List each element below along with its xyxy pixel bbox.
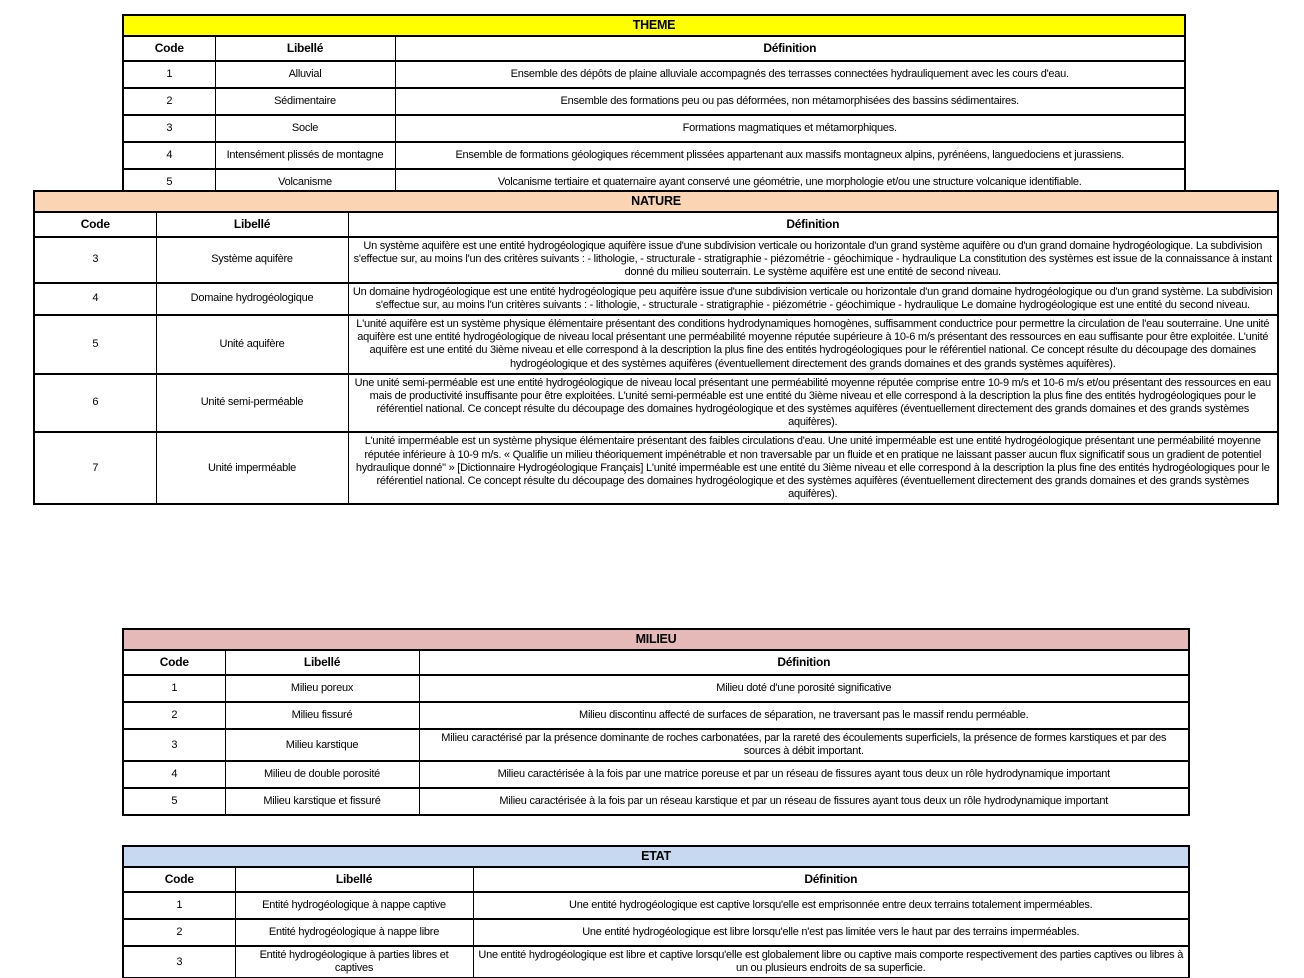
theme-table-container [122, 14, 1186, 197]
table-row [123, 61, 1185, 88]
code-cell: 3 [123, 115, 215, 142]
definition-cell: Un système aquifère est une entité hydrogéologique aquifère issue d'une subdivision verticale ou horizontale d'un grand système aquifère ou d'un grand domaine hydrogéologique. La subdivision s'effectue sur, au moins l'un des critères suivants : - lithologie, - structurale - stratigraphie - piézométrie - géochimique - hydraulique La constitution des systèmes est issue de la connaissance à instant donné du milieu souterrain. Le système aquifère est une entité de second niveau. [348, 237, 1278, 283]
table-row [123, 761, 1189, 788]
milieu-table-container [122, 628, 1190, 816]
etat-table-container [122, 845, 1190, 978]
libelle-cell: Entité hydrogéologique à nappe libre [235, 919, 473, 946]
libelle-cell: Unité aquifère [156, 315, 348, 374]
code-cell: 3 [123, 729, 225, 761]
theme-column-header-2: Définition [395, 36, 1185, 61]
table-row [34, 283, 1278, 315]
definition-cell: Milieu caractérisée à la fois par un réseau karstique et par un réseau de fissures ayant tous deux un rôle hydrodynamique important [419, 788, 1189, 815]
libelle-cell: Sédimentaire [215, 88, 395, 115]
theme-column-header-1: Libellé [215, 36, 395, 61]
theme-table-title: THEME [123, 15, 1185, 36]
libelle-cell: Alluvial [215, 61, 395, 88]
definition-cell: Milieu caractérisée à la fois par une matrice poreuse et par un réseau de fissures ayant tous deux un rôle hydrodynamique important [419, 761, 1189, 788]
code-cell: 5 [123, 169, 215, 196]
theme-table [122, 14, 1186, 197]
table-row [123, 946, 1189, 978]
table-row [123, 919, 1189, 946]
etat-column-header-1: Libellé [235, 867, 473, 892]
code-cell: 2 [123, 702, 225, 729]
code-cell: 4 [34, 283, 156, 315]
libelle-cell: Entité hydrogéologique à parties libres et captives [235, 946, 473, 978]
nature-table [33, 190, 1279, 505]
milieu-table-title: MILIEU [123, 629, 1189, 650]
table-row [34, 315, 1278, 374]
table-row [123, 892, 1189, 919]
code-cell: 7 [34, 432, 156, 504]
libelle-cell: Milieu karstique [225, 729, 419, 761]
libelle-cell: Unité imperméable [156, 432, 348, 504]
code-cell: 5 [123, 788, 225, 815]
definition-cell: Milieu doté d'une porosité significative [419, 675, 1189, 702]
code-cell: 5 [34, 315, 156, 374]
code-cell: 3 [123, 946, 235, 978]
milieu-table [122, 628, 1190, 816]
code-cell: 1 [123, 892, 235, 919]
definition-cell: Milieu discontinu affecté de surfaces de séparation, ne traversant pas le massif rendu perméable. [419, 702, 1189, 729]
nature-column-header-0: Code [34, 212, 156, 237]
libelle-cell: Entité hydrogéologique à nappe captive [235, 892, 473, 919]
libelle-cell: Milieu fissuré [225, 702, 419, 729]
libelle-cell: Unité semi-perméable [156, 374, 348, 433]
definition-cell: Ensemble des dépôts de plaine alluviale accompagnés des terrasses connectées hydrauliquement avec les cours d'eau. [395, 61, 1185, 88]
libelle-cell: Socle [215, 115, 395, 142]
code-cell: 6 [34, 374, 156, 433]
table-row [34, 237, 1278, 283]
libelle-cell: Milieu karstique et fissuré [225, 788, 419, 815]
definition-cell: Une unité semi-perméable est une entité hydrogéologique de niveau local présentant une perméabilité moyenne réputée comprise entre 10-9 m/s et 10-6 m/s et/ou présentant des ressources en eau mais de productivité insuffisante pour être exploitées. L'unité semi-perméable est une entité du 3ième niveau et elle correspond à la description la plus fine des entités hydrogéologiques pour le référentiel national. Ce concept résulte du découpage des domaines hydrogéologique et des systèmes aquifères (éventuellement directement des grands domaines et des grands systèmes aquifères). [348, 374, 1278, 433]
nature-table-container [33, 190, 1279, 505]
definition-cell: Volcanisme tertiaire et quaternaire ayant conservé une géométrie, une morphologie et/ou une structure volcanique identifiable. [395, 169, 1185, 196]
definition-cell: Une entité hydrogéologique est captive lorsqu'elle est emprisonnée entre deux terrains totalement imperméables. [473, 892, 1189, 919]
code-cell: 4 [123, 761, 225, 788]
definition-cell: Un domaine hydrogéologique est une entité hydrogéologique peu aquifère issue d'une subdivision verticale ou horizontale d'un grand domaine hydrogéologique ou d'un grand système. La subdivision s'effectue sur, au moins l'un critères suivants : - lithologie, - structurale - stratigraphie - piézométrie - géochimique - hydraulique Le domaine hydrogéologique est une entité du second niveau. [348, 283, 1278, 315]
libelle-cell: Intensément plissés de montagne [215, 142, 395, 169]
code-cell: 2 [123, 88, 215, 115]
definition-cell: Ensemble des formations peu ou pas déformées, non métamorphisées des bassins sédimentaires. [395, 88, 1185, 115]
definition-cell: Ensemble de formations géologiques récemment plissées appartenant aux massifs montagneux alpins, pyrénéens, languedociens et jurassiens. [395, 142, 1185, 169]
milieu-column-header-1: Libellé [225, 650, 419, 675]
table-row [123, 788, 1189, 815]
libelle-cell: Domaine hydrogéologique [156, 283, 348, 315]
definition-cell: Une entité hydrogéologique est libre et captive lorsqu'elle est globalement libre ou captive mais comporte respectivement des parties captives ou libres à un ou plusieurs endroits de sa superficie. [473, 946, 1189, 978]
theme-column-header-0: Code [123, 36, 215, 61]
nature-column-header-1: Libellé [156, 212, 348, 237]
libelle-cell: Milieu poreux [225, 675, 419, 702]
libelle-cell: Système aquifère [156, 237, 348, 283]
libelle-cell: Volcanisme [215, 169, 395, 196]
nature-table-title: NATURE [34, 191, 1278, 212]
table-row [34, 432, 1278, 504]
table-row [123, 88, 1185, 115]
code-cell: 3 [34, 237, 156, 283]
etat-table-title: ETAT [123, 846, 1189, 867]
definition-cell: Milieu caractérisé par la présence dominante de roches carbonatées, par la rareté des écoulements superficiels, la présence de formes karstiques et par des sources à débit important. [419, 729, 1189, 761]
milieu-column-header-0: Code [123, 650, 225, 675]
milieu-column-header-2: Définition [419, 650, 1189, 675]
table-row [123, 115, 1185, 142]
code-cell: 1 [123, 61, 215, 88]
table-row [123, 675, 1189, 702]
table-row [34, 374, 1278, 433]
code-cell: 4 [123, 142, 215, 169]
definition-cell: L'unité aquifère est un système physique élémentaire présentant des conditions hydrodynamiques homogènes, suffisamment conductrice pour permettre la circulation de l'eau souterraine. Une unité aquifère est une entité hydrogéologique de niveau local présentant une perméabilité moyenne réputée supérieure à 10-6 m/s présentant des ressources en eau suffisante pour être exploitée. L'unité aquifère est une entité du 3ième niveau et elle correspond à la description la plus fine des entités hydrogéologiques pour le référentiel national. Ce concept résulte du découpage des domaines hydrogéologique et des systèmes aquifères (éventuellement directement des grands domaines et des grands systèmes aquifères). [348, 315, 1278, 374]
table-row [123, 142, 1185, 169]
code-cell: 1 [123, 675, 225, 702]
code-cell: 2 [123, 919, 235, 946]
definition-cell: Formations magmatiques et métamorphiques. [395, 115, 1185, 142]
etat-column-header-0: Code [123, 867, 235, 892]
libelle-cell: Milieu de double porosité [225, 761, 419, 788]
definition-cell: L'unité imperméable est un système physique élémentaire présentant des faibles circulations d'eau. Une unité imperméable est une entité hydrogéologique présentant une perméabilité moyenne réputée inférieure à 10-9 m/s. « Qualifie un milieu théoriquement impénétrable et non traversable par un fluide et en pratique ne laissant passer aucun flux significatif sous un gradient de potentiel hydraulique donné" » [Dictionnaire Hydrogéologique Français] L'unité imperméable est une entité du 3ième niveau et elle correspond à la description la plus fine des entités hydrogéologiques pour le référentiel national. Ce concept résulte du découpage des domaines hydrogéologique et des systèmes aquifères (éventuellement directement des grands domaines et des grands systèmes aquifères). [348, 432, 1278, 504]
nature-column-header-2: Définition [348, 212, 1278, 237]
table-row [123, 702, 1189, 729]
etat-column-header-2: Définition [473, 867, 1189, 892]
definition-cell: Une entité hydrogéologique est libre lorsqu'elle n'est pas limitée vers le haut par des terrains imperméables. [473, 919, 1189, 946]
etat-table [122, 845, 1190, 978]
table-row [123, 729, 1189, 761]
